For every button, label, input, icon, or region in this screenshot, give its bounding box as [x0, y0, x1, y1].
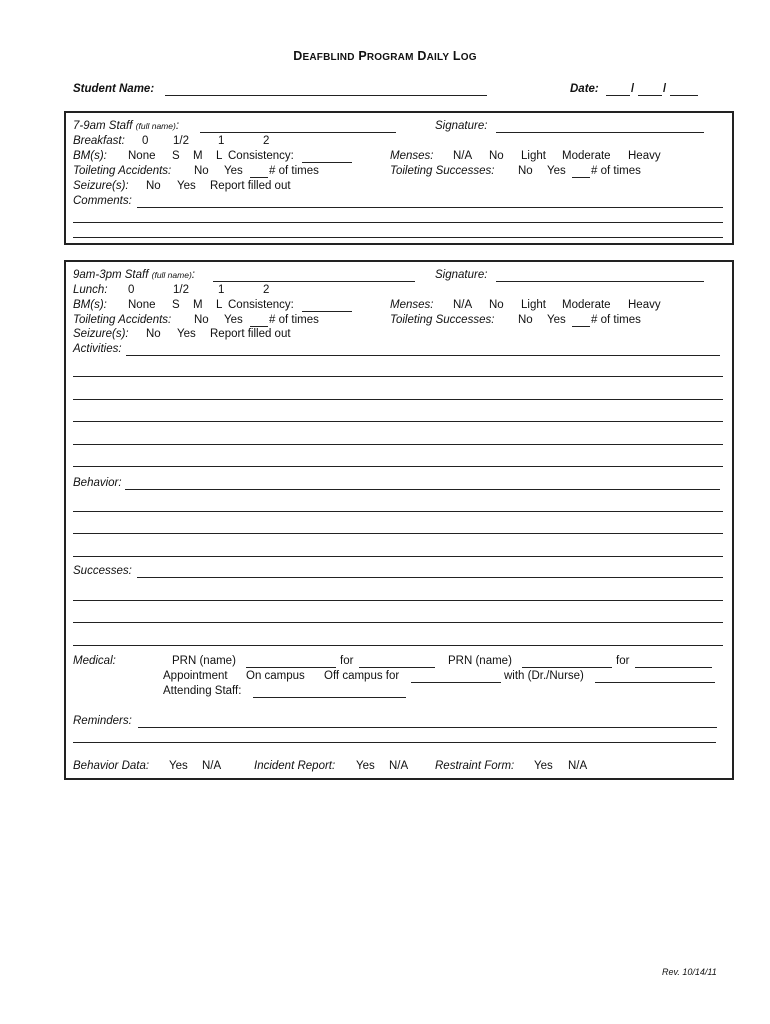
comments-label: Comments: [73, 195, 132, 207]
behavior-line[interactable] [73, 533, 723, 534]
lunch-option[interactable]: 0 [128, 284, 135, 296]
behavior-data-option[interactable]: N/A [202, 760, 222, 772]
prn-name-label: PRN (name) [172, 655, 236, 667]
seizure-option[interactable]: Report filled out [210, 180, 291, 192]
incident-report-option[interactable]: Yes [356, 760, 375, 772]
accidents-count-field[interactable] [250, 177, 268, 178]
prn-for-field[interactable] [635, 667, 712, 668]
with-doctor-label: with (Dr./Nurse) [504, 670, 584, 682]
day-staff-field[interactable] [213, 281, 415, 282]
menses-option[interactable]: No [489, 299, 504, 311]
lunch-option[interactable]: 2 [263, 284, 270, 296]
date-day-field[interactable] [638, 95, 662, 96]
menses-option[interactable]: Moderate [562, 150, 611, 162]
successes-yes-option[interactable]: Yes [547, 165, 566, 177]
comments-line[interactable] [73, 222, 723, 223]
breakfast-option[interactable]: 2 [263, 135, 270, 147]
with-doctor-field[interactable] [595, 682, 715, 683]
activities-line[interactable] [73, 466, 723, 467]
successes-yes-option[interactable]: Yes [547, 314, 566, 326]
menses-option[interactable]: No [489, 150, 504, 162]
reminders-label: Reminders: [73, 715, 132, 727]
behavior-line[interactable] [125, 489, 720, 490]
accidents-no-option[interactable]: No [194, 314, 209, 326]
toileting-successes-label: Toileting Successes: [390, 165, 495, 177]
successes-times-label: # of times [591, 165, 641, 177]
date-label: Date: [570, 83, 599, 95]
seizure-label: Seizure(s): [73, 328, 129, 340]
consistency-label: Consistency: [228, 150, 294, 162]
morning-signature-label: Signature: [435, 120, 488, 132]
restraint-form-label: Restraint Form: [435, 760, 515, 772]
behavior-data-option[interactable]: Yes [169, 760, 188, 772]
day-signature-label: Signature: [435, 269, 488, 281]
seizure-option[interactable]: Report filled out [210, 328, 291, 340]
seizure-option[interactable]: No [146, 328, 161, 340]
prn-for-field[interactable] [359, 667, 435, 668]
student-name-field[interactable] [165, 95, 487, 96]
restraint-form-option[interactable]: N/A [568, 760, 588, 772]
behavior-label: Behavior: [73, 477, 122, 489]
bm-option[interactable]: M [193, 150, 203, 162]
menses-label: Menses: [390, 150, 434, 162]
date-separator: / [663, 83, 667, 95]
lunch-option[interactable]: 1 [218, 284, 225, 296]
accidents-times-label: # of times [269, 314, 319, 326]
menses-option[interactable]: Light [521, 299, 546, 311]
day-signature-field[interactable] [496, 281, 704, 282]
accidents-no-option[interactable]: No [194, 165, 209, 177]
successes-count-field[interactable] [572, 326, 590, 327]
morning-staff-label: 7-9am Staff (full name): [73, 120, 180, 132]
seizure-option[interactable]: No [146, 180, 161, 192]
off-campus-option[interactable]: Off campus for [324, 670, 400, 682]
bm-label: BM(s): [73, 150, 107, 162]
bm-option[interactable]: L [216, 150, 223, 162]
seizure-option[interactable]: Yes [177, 180, 196, 192]
revision-date: Rev. 10/14/11 [662, 967, 717, 977]
menses-option[interactable]: Heavy [628, 150, 661, 162]
prn-for-label: for [340, 655, 354, 667]
successes-times-label: # of times [591, 314, 641, 326]
comments-line[interactable] [137, 207, 723, 208]
activities-line[interactable] [73, 444, 723, 445]
page-title: DEAFBLIND PROGRAM DAILY LOG [293, 49, 477, 63]
bm-label: BM(s): [73, 299, 107, 311]
date-year-field[interactable] [670, 95, 698, 96]
behavior-data-label: Behavior Data: [73, 760, 150, 772]
successes-line[interactable] [137, 577, 723, 578]
menses-option[interactable]: N/A [453, 299, 473, 311]
student-name-label: Student Name: [73, 83, 155, 95]
attending-staff-field[interactable] [253, 697, 406, 698]
successes-section-label: Successes: [73, 565, 132, 577]
comments-line[interactable] [73, 237, 723, 238]
consistency-field[interactable] [302, 311, 352, 312]
accidents-yes-option[interactable]: Yes [224, 314, 243, 326]
consistency-field[interactable] [302, 162, 352, 163]
prn-name-label: PRN (name) [448, 655, 512, 667]
lunch-label: Lunch: [73, 284, 108, 296]
appointment-label: Appointment [163, 670, 228, 682]
reminders-line[interactable] [73, 742, 716, 743]
toileting-accidents-label: Toileting Accidents: [73, 165, 172, 177]
toileting-successes-label: Toileting Successes: [390, 314, 495, 326]
date-month-field[interactable] [606, 95, 630, 96]
bm-option[interactable]: S [172, 299, 180, 311]
bm-option[interactable]: S [172, 150, 180, 162]
seizure-label: Seizure(s): [73, 180, 129, 192]
successes-line[interactable] [73, 645, 723, 646]
lunch-option[interactable]: 1/2 [173, 284, 189, 296]
behavior-line[interactable] [73, 556, 723, 557]
bm-option[interactable]: L [216, 299, 223, 311]
activities-line[interactable] [126, 355, 720, 356]
activities-label: Activities: [73, 343, 122, 355]
accidents-yes-option[interactable]: Yes [224, 165, 243, 177]
on-campus-option[interactable]: On campus [246, 670, 305, 682]
activities-line[interactable] [73, 399, 723, 400]
behavior-line[interactable] [73, 511, 723, 512]
successes-line[interactable] [73, 600, 723, 601]
reminders-line[interactable] [138, 727, 717, 728]
attending-staff-label: Attending Staff: [163, 685, 242, 697]
breakfast-option[interactable]: 0 [142, 135, 149, 147]
activities-line[interactable] [73, 376, 723, 377]
successes-no-option[interactable]: No [518, 314, 533, 326]
successes-no-option[interactable]: No [518, 165, 533, 177]
day-staff-label: 9am-3pm Staff (full name): [73, 269, 195, 281]
accidents-count-field[interactable] [250, 326, 268, 327]
morning-signature-field[interactable] [496, 132, 704, 133]
incident-report-option[interactable]: N/A [389, 760, 409, 772]
off-campus-field[interactable] [411, 682, 501, 683]
menses-option[interactable]: N/A [453, 150, 473, 162]
menses-label: Menses: [390, 299, 434, 311]
menses-option[interactable]: Heavy [628, 299, 661, 311]
menses-option[interactable]: Light [521, 150, 546, 162]
successes-line[interactable] [73, 622, 723, 623]
successes-count-field[interactable] [572, 177, 590, 178]
breakfast-label: Breakfast: [73, 135, 125, 147]
day-section [64, 260, 734, 780]
incident-report-label: Incident Report: [254, 760, 336, 772]
accidents-times-label: # of times [269, 165, 319, 177]
activities-line[interactable] [73, 421, 723, 422]
date-separator: / [631, 83, 635, 95]
menses-option[interactable]: Moderate [562, 299, 611, 311]
breakfast-option[interactable]: 1 [218, 135, 225, 147]
consistency-label: Consistency: [228, 299, 294, 311]
restraint-form-option[interactable]: Yes [534, 760, 553, 772]
bm-option[interactable]: M [193, 299, 203, 311]
bm-option[interactable]: None [128, 150, 156, 162]
bm-option[interactable]: None [128, 299, 156, 311]
prn-name-field[interactable] [246, 667, 336, 668]
prn-name-field[interactable] [522, 667, 612, 668]
medical-label: Medical: [73, 655, 116, 667]
prn-for-label: for [616, 655, 630, 667]
toileting-accidents-label: Toileting Accidents: [73, 314, 172, 326]
breakfast-option[interactable]: 1/2 [173, 135, 189, 147]
morning-staff-field[interactable] [200, 132, 396, 133]
seizure-option[interactable]: Yes [177, 328, 196, 340]
